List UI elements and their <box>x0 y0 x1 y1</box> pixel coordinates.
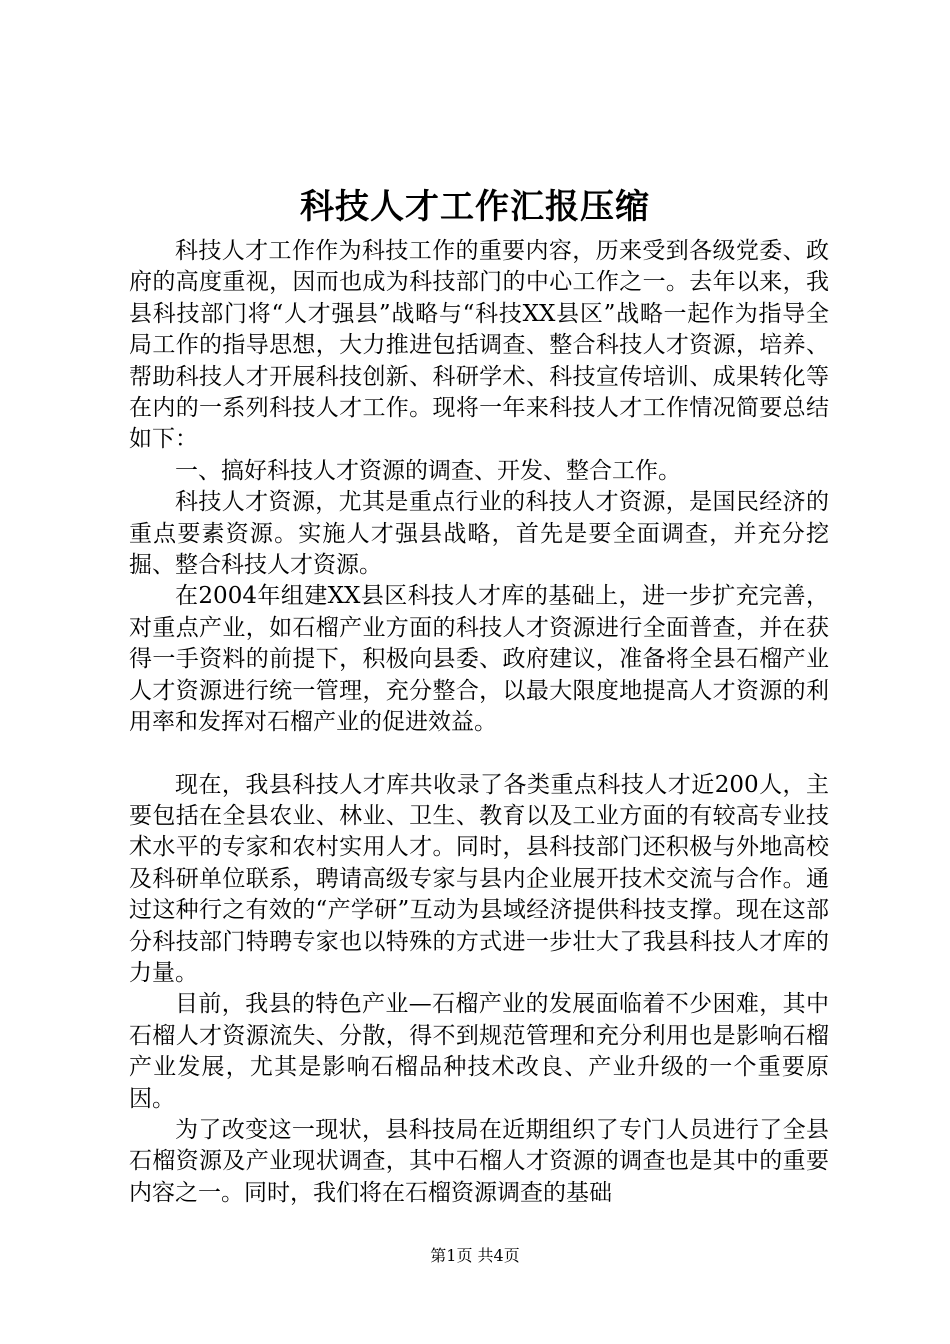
paragraph-2004-database: 在2004年组建XX县区科技人才库的基础上，进一步扩充完善，对重点产业，如石榴产业方面的科技人才资源进行全面普查，并在获得一手资料的前提下，积极向县委、政府建议，准备将全县石榴产业人才资源进行统一管理，充分整合，以最大限度地提高人才资源的利用率和发挥对石榴产业的促进效益。 <box>129 583 829 736</box>
page-footer: 第1页 共4页 <box>430 1246 520 1265</box>
paragraph-survey: 为了改变这一现状，县科技局在近期组织了专门人员进行了全县石榴资源及产业现状调查，其中石榴人才资源的调查也是其中的重要内容之一。同时，我们将在石榴资源调查的基础 <box>129 1116 829 1206</box>
paragraph-resources: 科技人才资源，尤其是重点行业的科技人才资源，是国民经济的重点要素资源。实施人才强县战略，首先是要全面调查，并充分挖掘、整合科技人才资源。 <box>129 489 829 579</box>
paragraph-intro: 科技人才工作作为科技工作的重要内容，历来受到各级党委、政府的高度重视，因而也成为科技部门的中心工作之一。去年以来，我县科技部门将“人才强县”战略与“科技XX县区”战略一起作为指导全局工作的指导思想，大力推进包括调查、整合科技人才资源，培养、帮助科技人才开展科技创新、科研学术、科技宣传培训、成果转化等在内的一系列科技人才工作。现将一年来科技人才工作情况简要总结如下： <box>129 238 830 453</box>
document-body <box>129 236 829 1209</box>
paragraph-current-status: 现在，我县科技人才库共收录了各类重点科技人才近200人，主要包括在全县农业、林业、卫生、教育以及工业方面的有较高专业技术水平的专家和农村实用人才。同时，县科技部门还积极与外地高校及科研单位联系，聘请高级专家与县内企业展开技术交流与合作。通过这种行之有效的“产学研”互动为县域经济提供科技支撑。现在这部分科技部门特聘专家也以特殊的方式进一步壮大了我县科技人才库的力量。 <box>129 771 829 986</box>
paragraph-pomegranate-difficulties: 目前，我县的特色产业—石榴产业的发展面临着不少困难，其中石榴人才资源流失、分散，得不到规范管理和充分利用也是影响石榴产业发展，尤其是影响石榴品种技术改良、产业升级的一个重要原因。 <box>129 991 829 1112</box>
paragraph-section-heading: 一、搞好科技人才资源的调查、开发、整合工作。 <box>175 457 681 484</box>
document-title: 科技人才工作汇报压缩 <box>300 187 650 227</box>
